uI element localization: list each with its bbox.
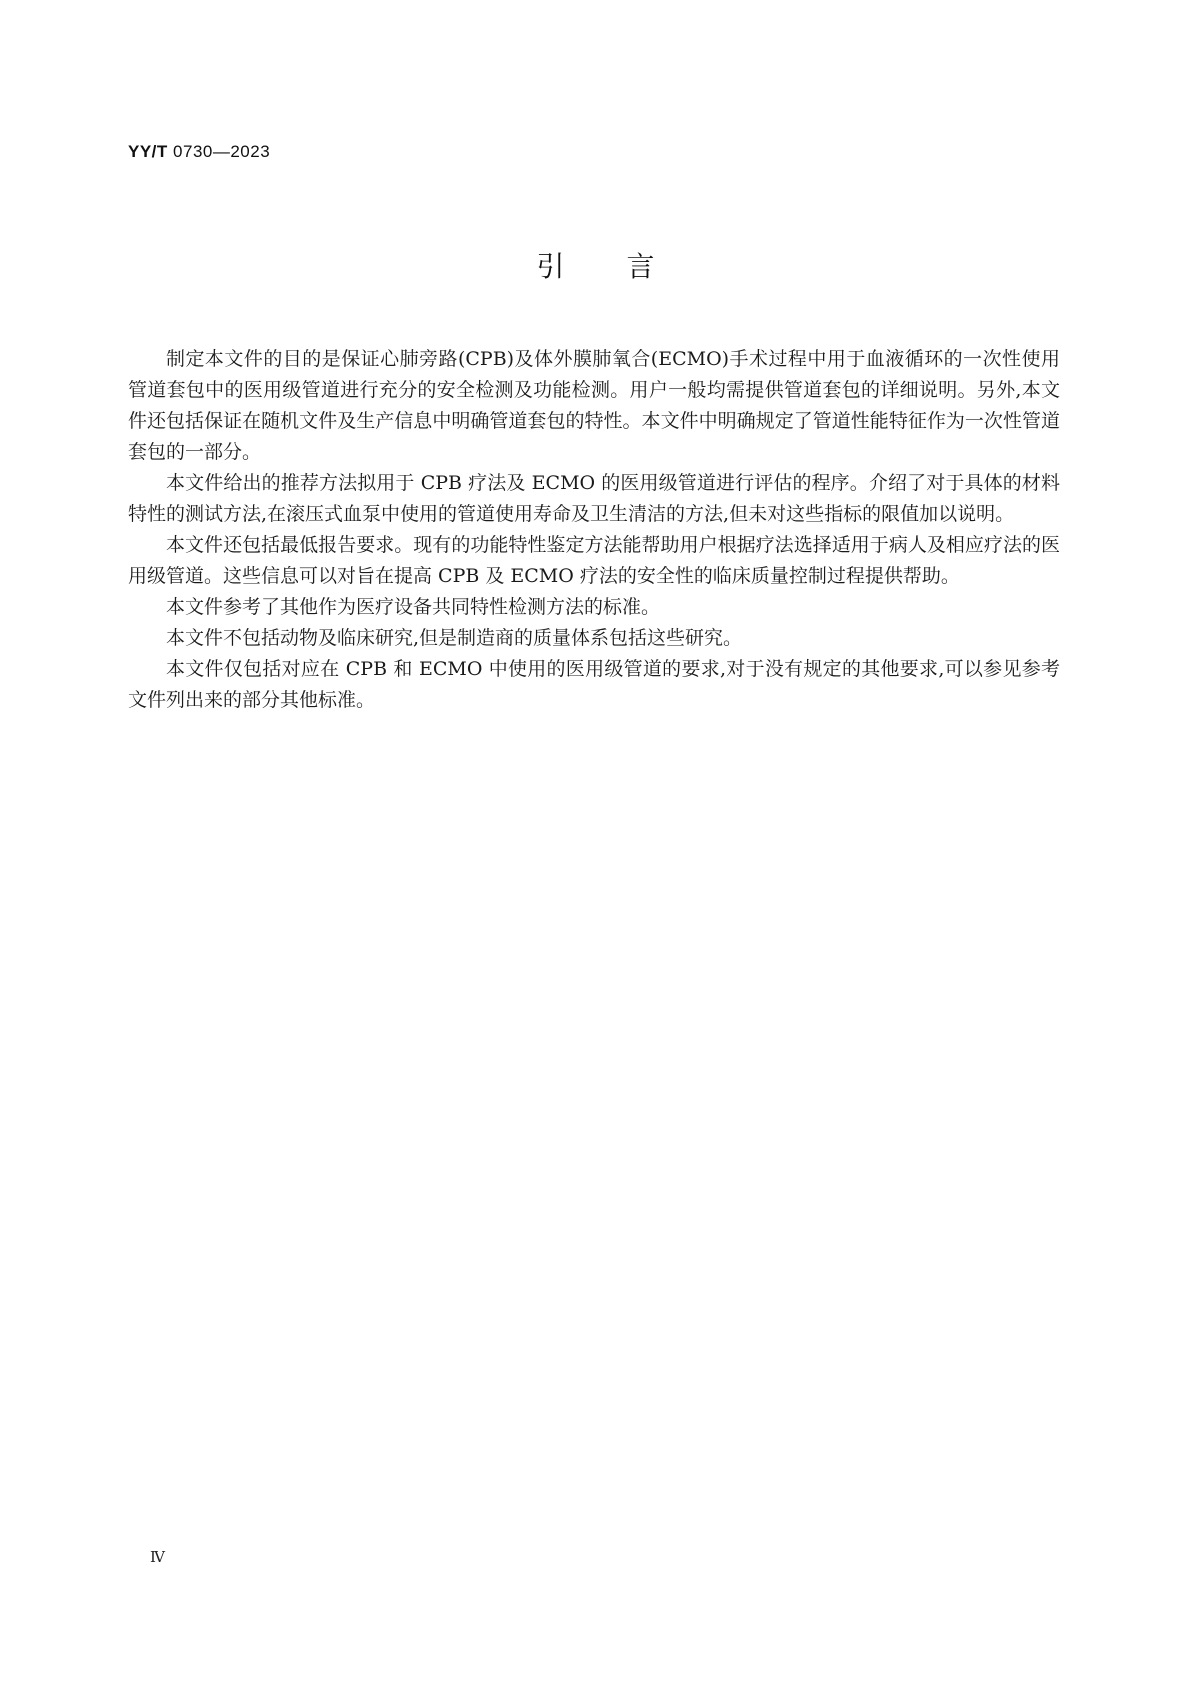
paragraph-references: 本文件参考了其他作为医疗设备共同特性检测方法的标准。 [166, 596, 661, 618]
paragraph-scope: 本文件仅包括对应在 CPB 和 ECMO 中使用的医用级管道的要求,对于没有规定的其他要求,可以参见参考文件列出来的部分其他标准。 [128, 658, 1060, 711]
paragraph-methods: 本文件给出的推荐方法拟用于 CPB 疗法及 ECMO 的医用级管道进行评估的程序。介绍了对于具体的材料特性的测试方法,在滚压式血泵中使用的管道使用寿命及卫生清洁的方法,但未对这些指标的限值加以说明。 [128, 472, 1060, 525]
standard-number: 0730—2023 [173, 142, 271, 161]
paragraph-exclusions: 本文件不包括动物及临床研究,但是制造商的质量体系包括这些研究。 [166, 627, 743, 649]
page-title: 引言 [536, 250, 717, 283]
paragraph-reporting: 本文件还包括最低报告要求。现有的功能特性鉴定方法能帮助用户根据疗法选择适用于病人及相应疗法的医用级管道。这些信息可以对旨在提高 CPB 及 ECMO 疗法的安全性的临床质量控制过程提供帮助。 [128, 534, 1060, 587]
standard-prefix: YY/T [128, 142, 168, 161]
page-number: Ⅳ [150, 1548, 165, 1566]
standard-code-header [128, 142, 270, 162]
introduction-body [128, 344, 1060, 716]
paragraph-purpose: 制定本文件的目的是保证心肺旁路(CPB)及体外膜肺氧合(ECMO)手术过程中用于血液循环的一次性使用管道套包中的医用级管道进行充分的安全检测及功能检测。用户一般均需提供管道套包的详细说明。另外,本文件还包括保证在随机文件及生产信息中明确管道套包的特性。本文件中明确规定了管道性能特征作为一次性管道套包的一部分。 [128, 348, 1060, 463]
